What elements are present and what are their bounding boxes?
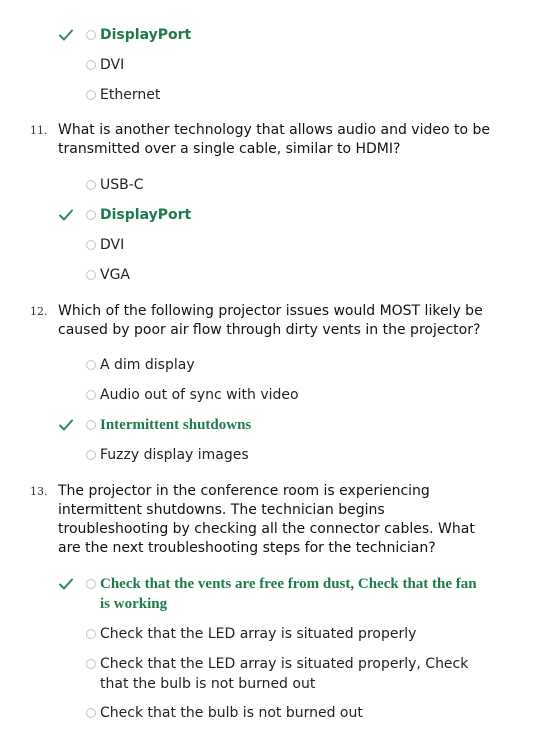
- q10-option-ethernet[interactable]: [86, 85, 516, 105]
- radio-circle-icon[interactable]: [86, 579, 96, 589]
- option-label: VGA: [100, 267, 131, 283]
- q11-option-usbc[interactable]: [86, 175, 516, 195]
- question-text: The projector in the conference room is experiencing intermittent shutdowns. The technician begins troubleshooting by checking all the connector cables. What are the next troubleshooting steps for the technician?: [58, 483, 475, 556]
- q12-option-intermittent-shutdowns[interactable]: [86, 415, 516, 435]
- radio-circle-icon[interactable]: [86, 210, 96, 220]
- q11-option-displayport[interactable]: [86, 205, 516, 225]
- question-12: [30, 302, 496, 340]
- q10-option-displayport[interactable]: [86, 25, 516, 45]
- option-label: Check that the LED array is situated properly, Check that the bulb is not burned out: [100, 656, 469, 692]
- question-text: Which of the following projector issues would MOST likely be caused by poor air flow through dirty vents in the projector?: [58, 303, 483, 338]
- q13-option-vents-fan[interactable]: [86, 574, 488, 614]
- check-icon: [58, 27, 74, 43]
- option-label: Check that the LED array is situated properly: [100, 626, 417, 642]
- q12-option-audio-sync[interactable]: [86, 385, 516, 405]
- option-label: DVI: [100, 57, 125, 73]
- question-number: 13.: [30, 485, 48, 498]
- radio-circle-icon[interactable]: [86, 270, 96, 280]
- option-label: Check that the vents are free from dust, Check that the fan is working: [100, 576, 477, 612]
- check-icon: [58, 417, 74, 433]
- check-icon: [58, 576, 74, 592]
- question-number: 12.: [30, 305, 48, 318]
- option-label: USB-C: [100, 177, 144, 193]
- radio-circle-icon[interactable]: [86, 60, 96, 70]
- radio-circle-icon[interactable]: [86, 708, 96, 718]
- radio-circle-icon[interactable]: [86, 30, 96, 40]
- check-icon: [58, 207, 74, 223]
- radio-circle-icon[interactable]: [86, 360, 96, 370]
- option-label: Audio out of sync with video: [100, 387, 299, 403]
- radio-circle-icon[interactable]: [86, 240, 96, 250]
- option-label: DVI: [100, 237, 125, 253]
- option-label: Intermittent shutdowns: [100, 417, 252, 433]
- question-text: What is another technology that allows audio and video to be transmitted over a single cable, similar to HDMI?: [58, 122, 490, 157]
- question-13: [30, 482, 496, 558]
- radio-circle-icon[interactable]: [86, 629, 96, 639]
- radio-circle-icon[interactable]: [86, 450, 96, 460]
- q11-option-vga[interactable]: [86, 265, 516, 285]
- q13-option-led-bulb[interactable]: [86, 654, 488, 694]
- option-label: DisplayPort: [100, 27, 192, 43]
- option-label: DisplayPort: [100, 207, 192, 223]
- radio-circle-icon[interactable]: [86, 659, 96, 669]
- radio-circle-icon[interactable]: [86, 420, 96, 430]
- q12-option-fuzzy-images[interactable]: [86, 445, 516, 465]
- q11-option-dvi[interactable]: [86, 235, 516, 255]
- q13-option-led-array[interactable]: [86, 624, 516, 644]
- question-number: 11.: [30, 124, 48, 137]
- radio-circle-icon[interactable]: [86, 390, 96, 400]
- q10-option-dvi[interactable]: [86, 55, 516, 75]
- radio-circle-icon[interactable]: [86, 180, 96, 190]
- option-label: Ethernet: [100, 87, 161, 103]
- option-label: Check that the bulb is not burned out: [100, 705, 363, 721]
- option-label: A dim display: [100, 357, 195, 373]
- q12-option-dim-display[interactable]: [86, 355, 516, 375]
- q13-option-bulb[interactable]: [86, 703, 516, 723]
- question-11: [30, 121, 496, 159]
- option-label: Fuzzy display images: [100, 447, 249, 463]
- radio-circle-icon[interactable]: [86, 90, 96, 100]
